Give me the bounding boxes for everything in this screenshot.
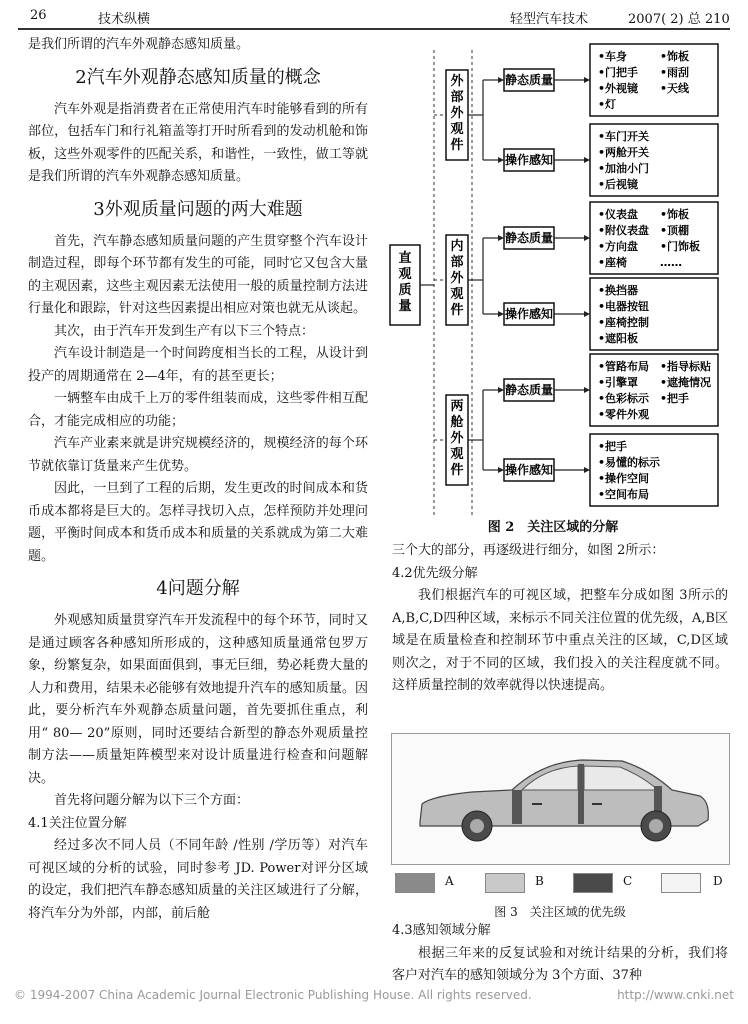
item-label: •两舱开关 — [598, 146, 650, 159]
item-label: •灯 — [598, 98, 617, 111]
legend-label-d: D — [713, 874, 723, 888]
group-label: 两 — [450, 399, 464, 414]
section3-paragraph-6: 因此，一旦到了工程的后期，发生更改的时间成本和货币成本都将是巨大的。怎样寻找切入点，怎样预防并处理问题，平衡时间成本和货币成本和质量的关系就成为第二大难题。 — [28, 481, 368, 564]
group-label: 观 — [450, 122, 464, 137]
root-label: 质 — [398, 283, 412, 298]
section3-paragraph-3: 汽车设计制造是一个时间跨度相当长的工程，从设计到投产的周期通常在 2—4年，有的甚至更长； — [28, 346, 368, 384]
section41-paragraph: 经过多次不同人员（不同年龄 /性别 /学历等）对汽车可视区域的分析的试验，同时参考 JD. Power对评分区域的设定，我们把汽车静态感知质量的关注区域进行了分解，将汽车分为外部，内部，前后舱 — [28, 838, 368, 921]
arrow-head — [584, 157, 590, 163]
root-label: 观 — [398, 267, 412, 282]
column-name: 技术纵横 — [98, 12, 151, 27]
branch-label: 静态质量 — [504, 231, 554, 245]
branch-label: 静态质量 — [504, 383, 554, 397]
page-number: 26 — [30, 8, 47, 23]
section2-title: 2汽车外观静态感知质量的概念 — [75, 66, 321, 88]
section4-paragraph-1: 外观感知质量贯穿汽车开发流程中的每个环节，同时又是通过顾客各种感知所形成的，这种感知质量通常包罗万象，纷繁复杂，如果面面俱到，事无巨细，势必耗费大量的人力和费用，结果未必能够有效地提升汽车的感知质量。因此，要分析汽车外观静态质量问题，首先要抓住重点，利用“ 80— 20”原则，同时还要结合新型的静态外观质量控制方法——质量矩阵模型来对设计质量进行检查和问题解决。 — [28, 613, 368, 786]
item-label: •方向盘 — [598, 240, 639, 253]
copyright-notice: © 1994-2007 China Academic Journal Electronic Publishing House. All rights reserved. — [14, 988, 532, 1002]
item-label: •天线 — [660, 82, 690, 95]
section3-paragraph-2: 其次，由于汽车开发到生产有以下三个特点： — [54, 323, 315, 339]
right-column-bottom — [392, 920, 728, 988]
root-label: 直 — [398, 251, 412, 266]
legend-swatch-d — [661, 873, 701, 893]
item-label: •操作空间 — [598, 472, 650, 485]
right-paragraph-1: 三个大的部分，再逐级进行细分，如图 2所示： — [392, 543, 665, 558]
item-label: •附仪表盘 — [598, 224, 650, 237]
left-column — [28, 34, 368, 925]
item-label: •仪表盘 — [598, 208, 639, 221]
legend-label-a: A — [445, 874, 454, 888]
branch-label: 操作感知 — [504, 307, 554, 321]
branch-label: 静态质量 — [504, 73, 554, 87]
item-label: •管路布局 — [598, 360, 650, 373]
group-label: 观 — [450, 447, 464, 462]
item-label: •遮阳板 — [598, 332, 639, 345]
group-label: 舱 — [450, 415, 464, 430]
item-label: •加油小门 — [598, 162, 650, 175]
root-label: 量 — [398, 299, 412, 314]
arrow-head — [498, 387, 504, 393]
group-label: 件 — [450, 463, 464, 478]
arrow-head — [584, 235, 590, 241]
figure3-car-image — [391, 733, 730, 865]
section43-title: 4.3感知领域分解 — [392, 923, 491, 938]
group-label: 外 — [450, 271, 464, 286]
section3-paragraph-1: 首先，汽车静态感知质量问题的产生贯穿整个汽车设计制造过程，即每个环节都有发生的可能，同时它又包含大量的主观因素，这些主观因素无法使用一般的质量控制方法进行量化和跟踪，针对这些因素提出相应对策也就无从谈起。 — [28, 233, 368, 316]
figure3-caption: 图 3 关注区域的优先级 — [494, 905, 626, 919]
legend-swatch-c — [573, 873, 613, 893]
branch-label: 操作感知 — [504, 463, 554, 477]
arrow-head — [584, 467, 590, 473]
section3-paragraph-5: 汽车产业素来就是讲究规模经济的，规模经济的每个环节就依靠订货量来产生优势。 — [28, 436, 368, 474]
page-header — [18, 6, 730, 30]
footer-url: http://www.cnki.net — [617, 988, 734, 1002]
right-column — [392, 540, 728, 698]
item-label: •指导标贴 — [660, 360, 712, 373]
section41-title: 4.1关注位置分解 — [28, 815, 127, 831]
section4-title: 4问题分解 — [156, 578, 240, 599]
item-label: •门饰板 — [660, 240, 701, 253]
item-label: •遮掩情况 — [660, 376, 712, 389]
legend-label-b: B — [535, 874, 544, 888]
group-label: 观 — [450, 287, 464, 302]
section3-paragraph-4: 一辆整车由成千上万的零件组装而成，这些零件相互配合，才能完成相应的功能； — [28, 391, 368, 429]
arrow-head — [584, 311, 590, 317]
arrow-head — [498, 467, 504, 473]
item-label: •零件外观 — [598, 408, 650, 421]
item-label: •换挡器 — [598, 284, 639, 297]
group-label: 部 — [450, 255, 464, 270]
group-label: 件 — [450, 303, 464, 318]
item-label: •车身 — [598, 50, 628, 63]
item-label: •外视镜 — [598, 82, 639, 95]
group-label: 外 — [450, 431, 464, 446]
item-label: •车门开关 — [598, 130, 650, 143]
item-label: •色彩标示 — [598, 392, 650, 405]
group-label: 部 — [450, 90, 464, 105]
legend-label-c: C — [623, 874, 633, 888]
item-label: •把手 — [660, 392, 690, 405]
item-label: •空间布局 — [598, 488, 650, 501]
figure2-caption: 图 2 关注区域的分解 — [487, 520, 619, 535]
item-label: •座椅 — [598, 256, 628, 269]
item-label: •把手 — [598, 440, 628, 453]
section42-title: 4.2优先级分解 — [392, 565, 478, 581]
intro-line: 是我们所谓的汽车外观静态感知质量。 — [28, 37, 250, 52]
item-label: •饰板 — [660, 50, 690, 63]
group-label: 外 — [450, 74, 464, 89]
legend-swatch-b — [485, 873, 525, 893]
arrow-head — [584, 387, 590, 393]
item-label: •雨刮 — [660, 66, 690, 79]
journal-name: 轻型汽车技术 — [510, 12, 589, 27]
item-label: •饰板 — [660, 208, 690, 221]
legend-swatch-a — [395, 873, 435, 893]
group-label: 件 — [450, 138, 464, 153]
figure3-legend — [395, 873, 727, 893]
section4-paragraph-2: 首先将问题分解为以下三个方面： — [54, 793, 250, 808]
arrow-head — [584, 77, 590, 83]
figure2-svg — [388, 40, 728, 535]
issue-number: 2007( 2) 总 210 — [628, 12, 730, 27]
group-label: 内 — [450, 239, 464, 254]
arrow-head — [498, 311, 504, 317]
section43-paragraph: 根据三年来的反复试验和对统计结果的分析，我们将客户对汽车的感知领域分为 3个方面、37种 — [392, 945, 728, 983]
arrow-head — [498, 235, 504, 241]
item-label: •顶棚 — [660, 224, 690, 237]
item-label: •座椅控制 — [598, 316, 650, 329]
item-label: •电器按钮 — [598, 300, 650, 313]
arrow-head — [498, 77, 504, 83]
item-label: •门把手 — [598, 66, 639, 79]
section3-title: 3外观质量问题的两大难题 — [93, 198, 303, 220]
section42-paragraph: 我们根据汽车的可视区域，把整车分成如图 3所示的 A,B,C,D四种区域，来标示不同关注位置的优先级，A,B区域是在质量检查和控制环节中重点关注的区域，C,D区域则次之，对于不同的区域，我们投入的关注程度就不同。这样质量控制的效率就得以快速提高。 — [392, 588, 728, 693]
branch-label: 操作感知 — [504, 153, 554, 167]
item-label: •引擎罩 — [598, 376, 639, 389]
figure2-diagram — [388, 40, 728, 535]
car-silhouette — [392, 734, 729, 864]
arrow-head — [498, 157, 504, 163]
item-label: •易懂的标示 — [598, 456, 661, 469]
group-label: 外 — [450, 106, 464, 121]
section2-paragraph: 汽车外观是指消费者在正常使用汽车时能够看到的所有部位，包括车门和行礼箱盖等打开时所看到的发动机舱和饰板，这些外观零件的匹配关系，和谐性，一致性，做工等就是我们所谓的汽车外观静态感知质量。 — [28, 101, 368, 184]
item-label: …… — [660, 256, 682, 269]
item-label: •后视镜 — [598, 178, 639, 191]
